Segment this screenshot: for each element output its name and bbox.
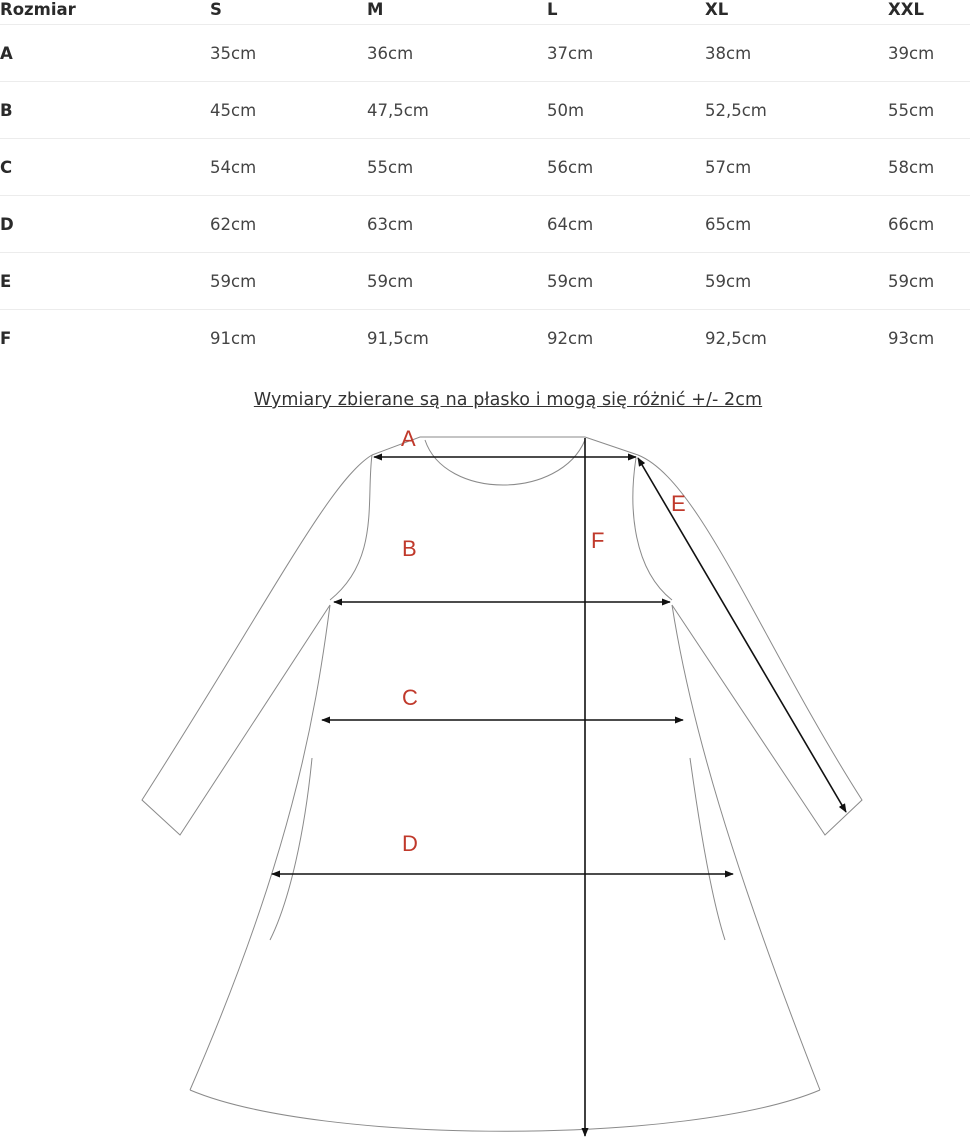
table-row: [0, 139, 970, 196]
label-d: D: [402, 831, 418, 856]
cell: 57cm: [705, 139, 888, 196]
row-label: E: [0, 253, 210, 310]
cell: 59cm: [705, 253, 888, 310]
cell: 91cm: [210, 328, 257, 348]
cell: 47,5cm: [367, 82, 547, 139]
measurement-arrows: [272, 438, 846, 1136]
cell: 59cm: [210, 253, 367, 310]
cell: 65cm: [705, 196, 888, 253]
label-f: F: [591, 528, 605, 553]
dress-measurement-diagram: [0, 415, 970, 1137]
label-a: A: [401, 426, 416, 451]
row-label: B: [0, 82, 210, 139]
header-size-s: S: [210, 0, 367, 25]
table-row: [0, 310, 970, 367]
label-b: B: [402, 536, 417, 561]
table-row: [0, 253, 970, 310]
row-label: C: [0, 139, 210, 196]
table-row: [0, 82, 970, 139]
cell: 91,5cm: [367, 328, 429, 348]
cell: 50m: [547, 82, 705, 139]
label-e: E: [671, 491, 686, 516]
cell: 93cm: [888, 328, 935, 348]
cell: 63cm: [367, 196, 547, 253]
cell: 52,5cm: [705, 82, 888, 139]
cell: 64cm: [547, 196, 705, 253]
cell: 66cm: [888, 196, 970, 253]
table-header-row: [0, 0, 970, 25]
header-rozmiar: Rozmiar: [0, 0, 210, 25]
cell: 62cm: [210, 196, 367, 253]
label-c: C: [402, 685, 418, 710]
cell: 59cm: [367, 253, 547, 310]
cell: 58cm: [888, 139, 970, 196]
table-row: [0, 196, 970, 253]
header-size-xxl: XXL: [888, 0, 970, 25]
table-row: [0, 25, 970, 82]
cell: 39cm: [888, 25, 970, 82]
cell: 37cm: [547, 25, 705, 82]
dress-outline: [142, 437, 862, 1131]
header-size-xl: XL: [705, 0, 888, 25]
header-size-l: L: [547, 0, 705, 25]
cell: 36cm: [367, 25, 547, 82]
row-label: A: [0, 25, 210, 82]
arrow-e: [638, 458, 846, 812]
header-size-m: M: [367, 0, 547, 25]
cell: 92cm: [547, 328, 594, 348]
cell: 92,5cm: [705, 328, 767, 348]
cell: 56cm: [547, 139, 705, 196]
cell: 59cm: [547, 253, 705, 310]
cell: 55cm: [888, 82, 970, 139]
row-label: F: [0, 328, 12, 348]
measurement-note: Wymiary zbierane są na płasko i mogą się różnić +/- 2cm: [253, 390, 763, 410]
cell: 38cm: [705, 25, 888, 82]
cell: 59cm: [888, 253, 970, 310]
cell: 55cm: [367, 139, 547, 196]
cell: 54cm: [210, 139, 367, 196]
cell: 35cm: [210, 25, 367, 82]
row-label: D: [0, 196, 210, 253]
size-table: [0, 0, 970, 366]
cell: 45cm: [210, 82, 367, 139]
